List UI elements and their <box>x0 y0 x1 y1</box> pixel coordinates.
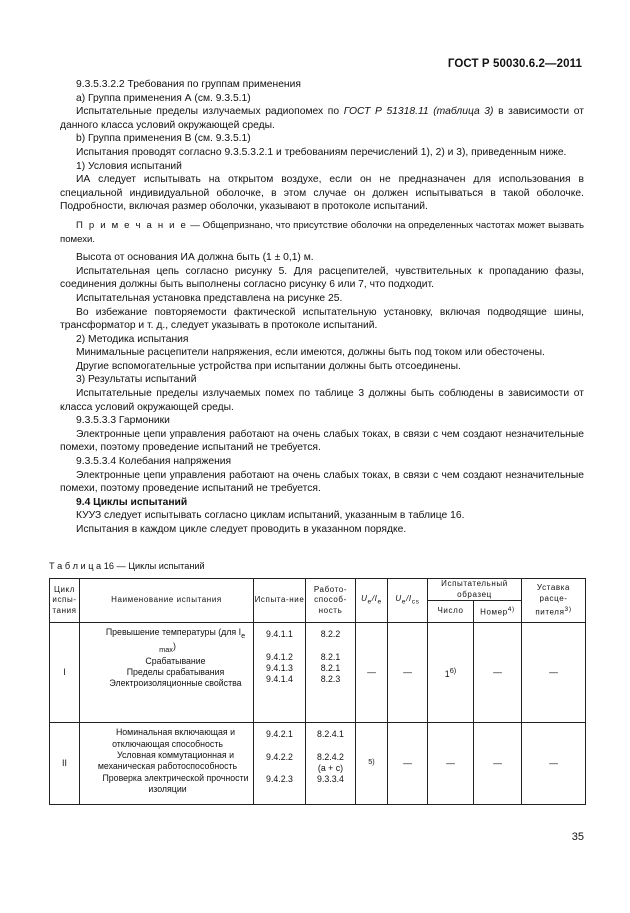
paragraph: Электронные цепи управления работают на очень слабых токах, в связи с чем создают незначительные помехи, поэтому проведение испытаний не требуется. <box>60 469 584 495</box>
paragraph: КУУЗ следует испытывать согласно циклам испытаний, указанным в таблице 16. <box>76 510 465 522</box>
cell-test-nums: 9.4.1.1 9.4.1.2 9.4.1.3 9.4.1.4 <box>254 623 306 723</box>
cell-test-nums: 9.4.2.1 9.4.2.2 9.4.2.3 <box>254 723 306 805</box>
table-row-cycle-2 <box>50 723 586 805</box>
paragraph: Испытания в каждом цикле следует проводить в указанном порядке. <box>76 524 407 535</box>
paragraph: 3) Результаты испытаний <box>76 374 197 386</box>
paragraph: Высота от основания ИА должна быть (1 ± 0,1) м. <box>76 252 314 264</box>
table-row-cycle-1 <box>50 623 586 723</box>
paragraph: 1) Условия испытаний <box>76 160 182 172</box>
paragraph: a) Группа применения А (см. 9.3.5.1) <box>76 92 251 104</box>
cell-ue-ie: — <box>356 623 388 723</box>
paragraph: b) Группа применения В (см. 9.3.5.1) <box>76 133 251 145</box>
test-item: Номинальная включающая и отключающая способность <box>112 727 236 749</box>
col-header-sample-number: Номер$^{4)}$ <box>474 601 522 623</box>
col-header-sample-count: Число <box>428 601 474 623</box>
cell-ue-ie: 5) <box>356 723 388 805</box>
paragraph: Испытательные пределы излучаемых радиопомех по ГОСТ Р 51318.11 (таблица 3) в зависимости от данного класса условий окружающей среды. <box>60 106 584 131</box>
paragraph: Испытательные пределы излучаемых помех по таблице 3 должны быть соблюдены в зависимости от класса условий окружающей среды. <box>60 388 584 413</box>
paragraph: Минимальные расцепители напряжения, если имеются, должны быть под током или обесточены. <box>76 347 545 359</box>
test-item: Пределы срабатывания <box>126 666 225 677</box>
col-header-sample: Испытательный образец <box>428 579 522 601</box>
paragraph: Другие вспомогательные устройства при испытании должны быть отсоединены. <box>76 360 461 372</box>
table-caption: Т а б л и ц а 16 — Циклы испытаний <box>49 561 205 571</box>
note-label: П р и м е ч а н и е <box>76 219 188 231</box>
cell-number: — <box>474 623 522 723</box>
col-header-setting: Уставка расце-пителя$^{3)}$ <box>522 579 586 623</box>
paragraph: Во избежание повторяемости фактической испытательную установку, включая подводящие шины, трансформатор и т. д., следует указывать в протоколе испытаний. <box>60 306 584 332</box>
cell-ue-ics: — <box>388 723 428 805</box>
col-header-ue-ie: $U_e/I_e$ <box>356 579 388 623</box>
section-heading: 9.3.5.3.2.2 Требования по группам применения <box>76 79 301 90</box>
section-heading: 9.3.5.3.3 Гармоники <box>76 415 170 427</box>
section-heading-bold: 9.4 Циклы испытаний <box>76 496 188 508</box>
paragraph: ИА следует испытывать на открытом воздухе, если он не предназначен для использования в специальной индивидуальной оболочке, в этом случае он должен испытываться в такой оболочке. Подробности, включая размер оболочки, указывают в протоколе испытаний. <box>60 174 584 213</box>
cell-setting: — <box>522 723 586 805</box>
cell-count: — <box>428 723 474 805</box>
page-number: 35 <box>571 831 584 843</box>
cell-count: 1$^{6)}$ <box>428 623 474 723</box>
cell-cycle: I <box>50 623 80 723</box>
paragraph: Электронные цепи управления работают на очень слабых токах, в связи с чем создают незначительные помехи, поэтому проведение испытаний не требуется. <box>60 428 584 454</box>
test-cycles-table <box>49 578 586 805</box>
test-item: Электроизоляционные свойства <box>109 678 242 689</box>
test-item: Превышение температуры (для $I_{e max}$) <box>105 627 246 655</box>
cell-tests <box>80 723 254 805</box>
cell-cycle: II <box>50 723 80 805</box>
paragraph: 2) Методика испытания <box>76 333 189 345</box>
col-header-test: Испыта-ние <box>254 579 306 623</box>
cell-work-nums: 8.2.2 8.2.1 8.2.1 8.2.3 <box>306 623 356 723</box>
paragraph: Испытательная установка представлена на рисунке 25. <box>76 292 343 304</box>
standard-reference: ГОСТ Р 51318.11 (таблица 3) <box>343 106 494 118</box>
col-header-work: Работо-способ-ность <box>306 579 356 623</box>
note: П р и м е ч а н и е — Общепризнано, что присутствие оболочки на определенных частотах может вызвать помехи. <box>60 219 584 245</box>
test-item: Срабатывание <box>145 655 206 666</box>
document-code: ГОСТ Р 50030.6.2—2011 <box>447 58 582 70</box>
cell-work-nums: 8.2.4.1 8.2.4.2 (a + c) 9.3.3.4 <box>306 723 356 805</box>
cell-ue-ics: — <box>388 623 428 723</box>
cell-number: — <box>474 723 522 805</box>
paragraph: Испытания проводят согласно 9.3.5.3.2.1 и требованиям перечислений 1), 2) и 3), приведенным ниже. <box>76 146 567 158</box>
col-header-name: Наименование испытания <box>80 579 254 623</box>
col-header-cycle: Цикл испы-тания <box>50 579 80 623</box>
test-item: Проверка электрической прочности изоляции <box>102 772 249 795</box>
paragraph: Испытательная цепь согласно рисунку 5. Для расцепителей, чувствительных к пропаданию фазы, соединения должны быть выполнены согласно рисунку 6 или 7, что подходит. <box>60 265 584 291</box>
col-header-ue-ics: $U_e/I_{cs}$ <box>388 579 428 623</box>
test-item: Условная коммутационная и механическая работоспособность <box>97 750 238 772</box>
cell-tests <box>80 623 254 723</box>
document-body <box>60 78 584 537</box>
cell-setting: — <box>522 623 586 723</box>
section-heading: 9.3.5.3.4 Колебания напряжения <box>76 456 232 468</box>
